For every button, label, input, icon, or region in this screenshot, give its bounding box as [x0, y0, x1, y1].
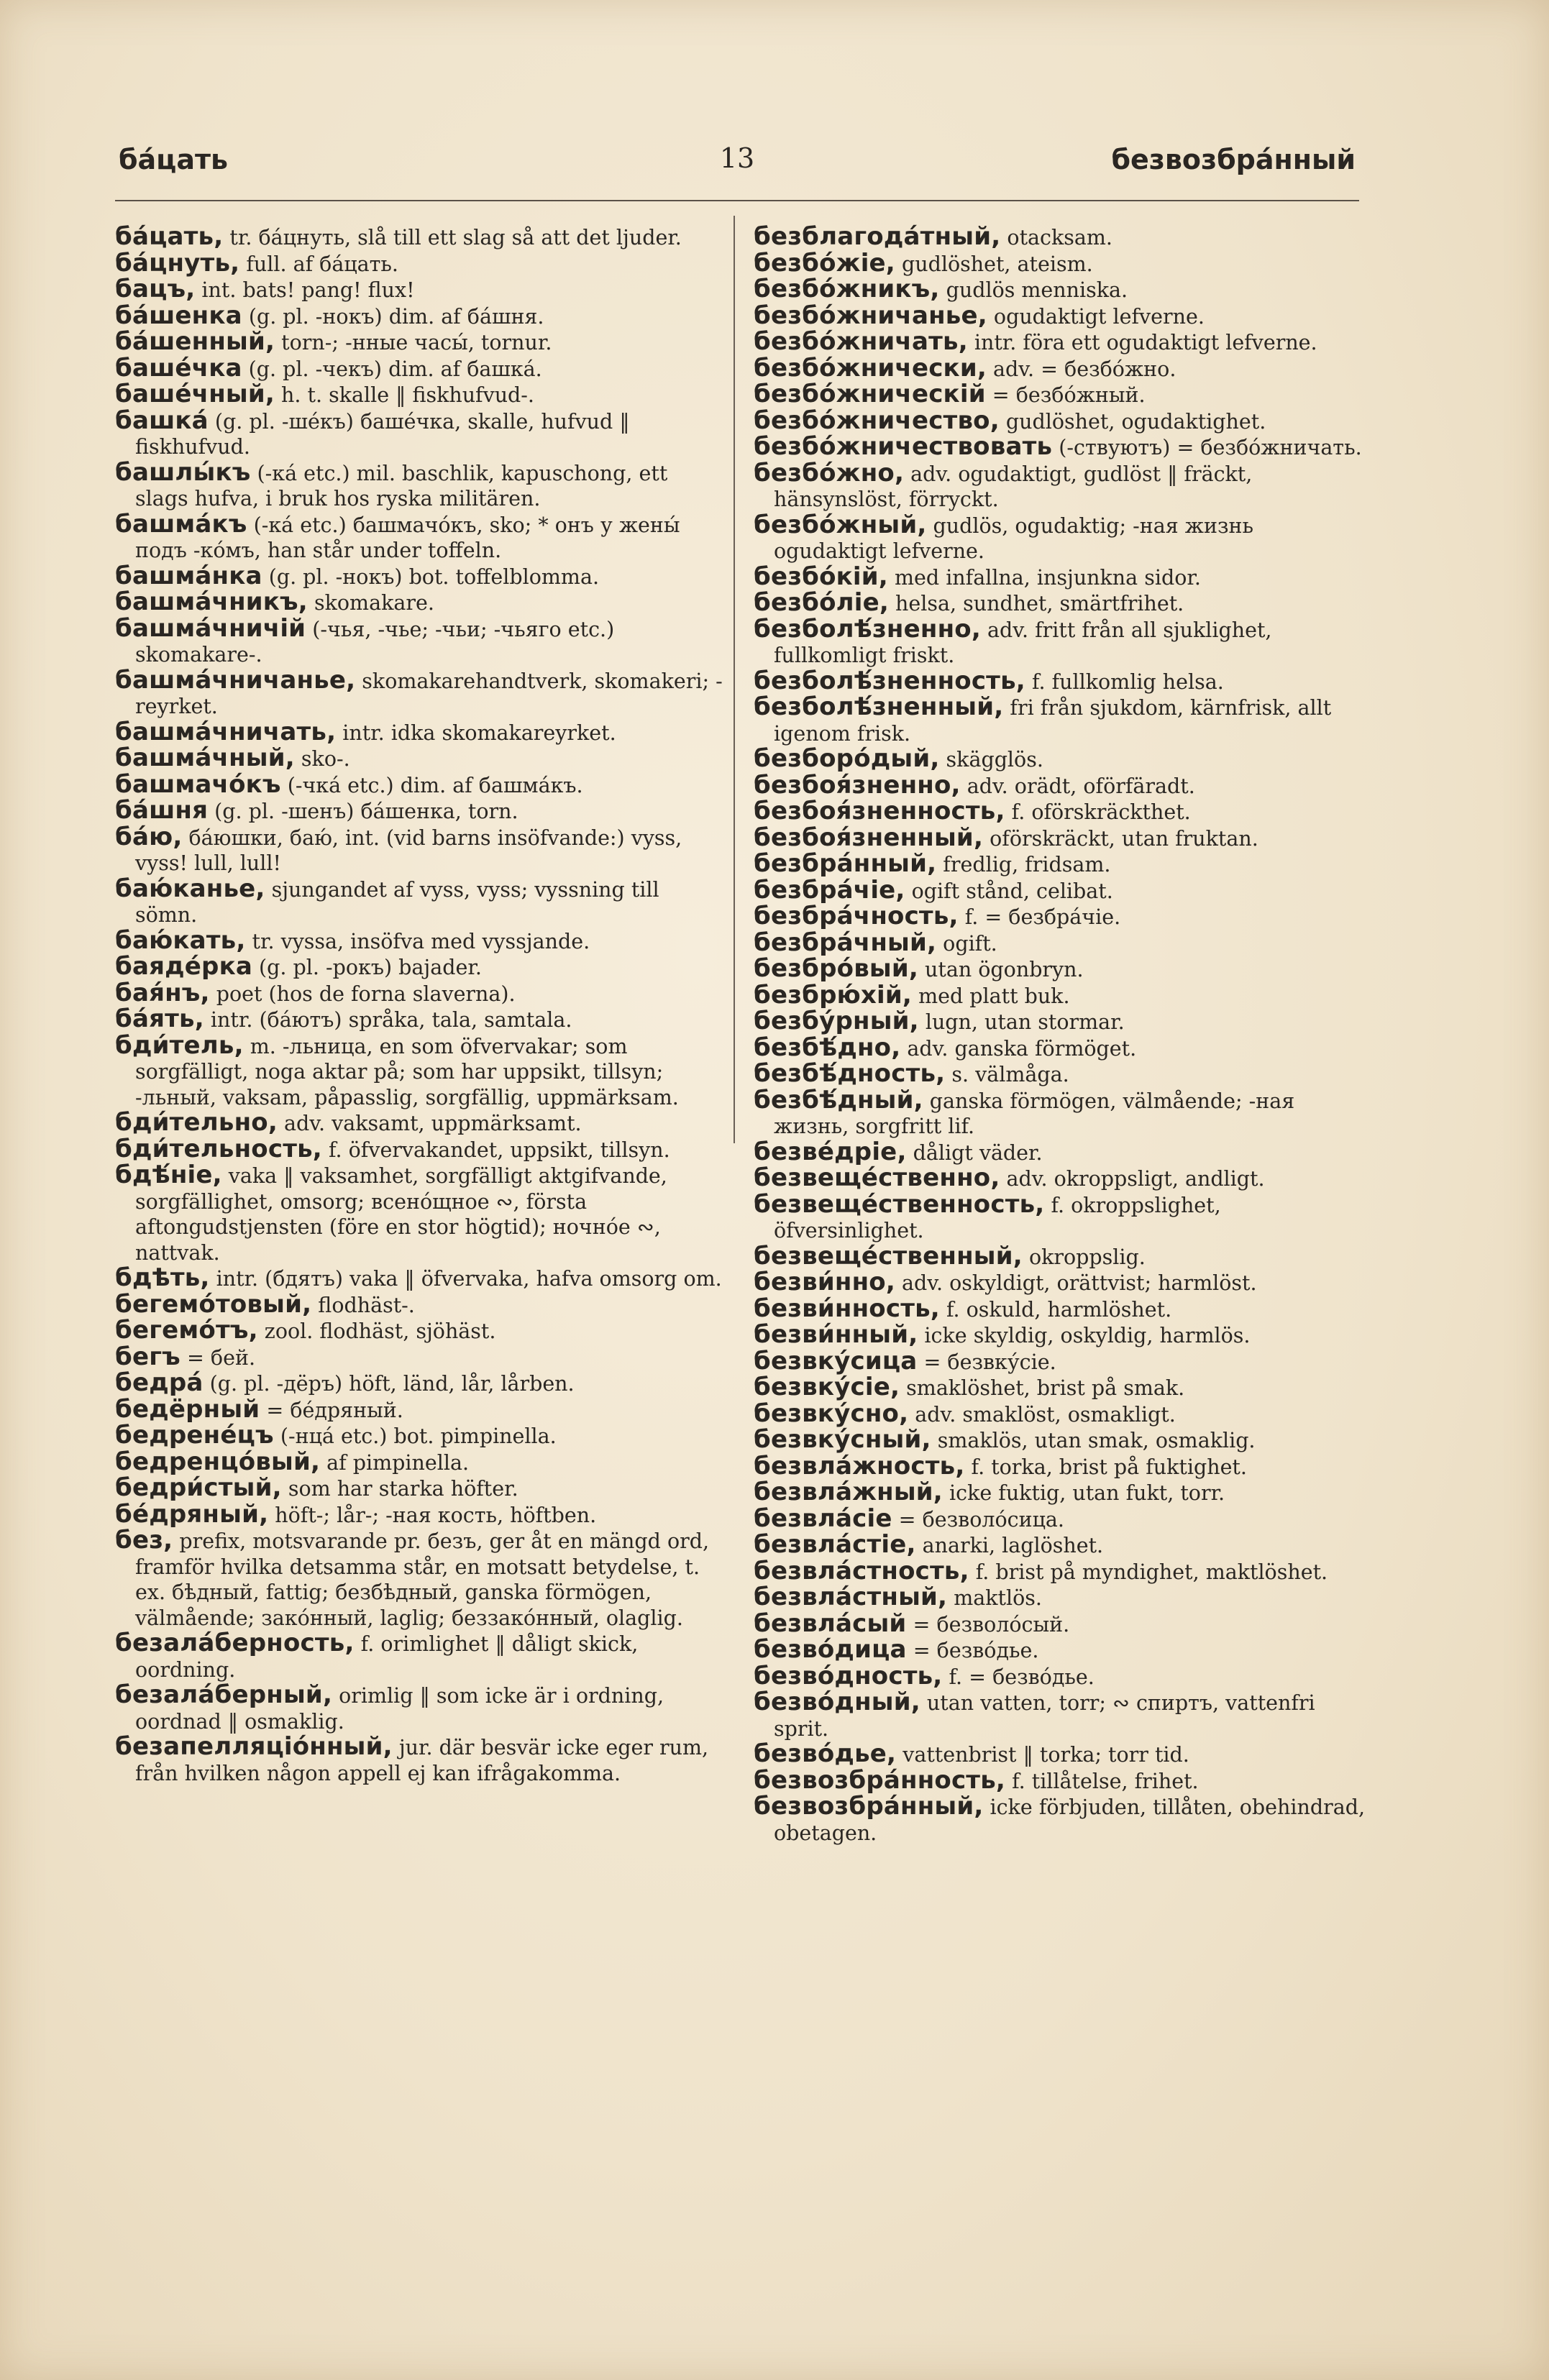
entry-headword: безбо́кій,: [754, 562, 888, 591]
entry-definition: gudlöshet, ateism.: [895, 252, 1093, 276]
dictionary-entry: [754, 248, 1365, 278]
dictionary-entry: [754, 904, 1365, 930]
entry-definition: = безво́дье.: [906, 1639, 1039, 1662]
entry-definition: = безволо́сый.: [906, 1612, 1070, 1637]
dictionary-entry: [754, 930, 1365, 957]
entry-definition: icke fuktig, utan fukt, torr.: [942, 1481, 1225, 1505]
dictionary-entry: [754, 875, 1365, 905]
entry-definition: f. = безбра́чіе.: [958, 905, 1121, 929]
dictionary-entry: [115, 457, 726, 512]
dictionary-entry: [754, 1794, 1365, 1846]
entry-definition: af pimpinella.: [320, 1450, 470, 1475]
entry-headword: безвла́сый: [754, 1608, 907, 1638]
right-column: [754, 224, 1365, 1846]
dictionary-entry: [754, 1322, 1365, 1349]
entry-headword: безбо́жничанье,: [754, 301, 987, 330]
entry-definition: intr. (ба́ютъ) språka, tala, samtala.: [204, 1008, 572, 1032]
page-header: [119, 144, 1356, 201]
entry-definition: adv. ganska förmöget.: [900, 1036, 1137, 1061]
entry-definition: smaklös, utan smak, osmaklig.: [931, 1429, 1256, 1452]
dictionary-entry: [754, 510, 1365, 564]
dictionary-entry: [115, 1528, 726, 1631]
dictionary-entry: [115, 1734, 726, 1786]
entry-headword: бди́тельно,: [115, 1108, 278, 1137]
dictionary-entry: [115, 1475, 726, 1502]
entry-headword: безвла́стіе,: [754, 1530, 916, 1559]
dictionary-entry: [115, 874, 726, 928]
dictionary-entry: [115, 1110, 726, 1137]
dictionary-entry: [754, 770, 1365, 800]
entry-definition: med platt buk.: [912, 984, 1070, 1008]
dictionary-entry: [754, 1451, 1365, 1480]
dictionary-entry: [115, 978, 726, 1007]
entry-headword: безала́берный,: [115, 1680, 333, 1709]
entry-headword: безборо́дый,: [754, 744, 940, 773]
entry-headword: баю́кать,: [115, 925, 246, 955]
entry-definition: f. oskuld, harmlöshet.: [939, 1297, 1172, 1322]
dictionary-entry: [115, 303, 726, 330]
entry-definition: f. torka, brist på fuktighet.: [964, 1455, 1247, 1479]
entry-definition: = безволо́сица.: [892, 1507, 1064, 1532]
dictionary-entry: [115, 1631, 726, 1683]
entry-definition: intr. idka skomakareyrket.: [336, 720, 616, 745]
entry-headword: бацъ,: [115, 275, 196, 303]
entry-definition: maktlös.: [947, 1586, 1042, 1610]
dictionary-entry: [754, 408, 1365, 435]
entry-definition: sjungandet af vyss, vyss; vyssning till sömn.: [135, 877, 659, 927]
entry-definition: skägglös.: [939, 748, 1043, 772]
entry-headword: безбо́ліе,: [754, 588, 889, 617]
dictionary-entry: [115, 353, 726, 383]
entry-definition: utan vatten, torr; ∾ спиртъ, vattenfri sprit.: [774, 1691, 1315, 1741]
entry-headword: безвку́сный,: [754, 1425, 931, 1454]
entry-definition: s. välmåga.: [945, 1063, 1069, 1086]
entry-definition: skomakarehandtverk, skomakeri; -reyrket.: [135, 669, 723, 718]
entry-headword: безвла́стный,: [754, 1583, 948, 1611]
dictionary-entry: [754, 692, 1365, 746]
entry-headword: ба́ю,: [115, 822, 183, 851]
entry-headword: безбо́жничествовать: [754, 432, 1053, 461]
dictionary-entry: [754, 956, 1365, 983]
entry-definition: otacksam.: [1000, 226, 1112, 250]
dictionary-entry: [754, 564, 1365, 591]
entry-definition: f. brist på myndighet, maktlöshet.: [969, 1560, 1328, 1584]
entry-headword: безбра́чный,: [754, 928, 937, 957]
dictionary-entry: [115, 1265, 726, 1292]
dictionary-entry: [115, 717, 726, 746]
entry-headword: безвла́стность,: [754, 1556, 969, 1585]
entry-definition: (-ка́ etc.) mil. baschlik, kapuschong, ett slags hufva, i bruk hos ryska militären.: [135, 461, 668, 511]
dictionary-entry: [115, 1134, 726, 1163]
entry-definition: (g. pl. -ше́къ) баше́чка, skalle, hufvud ‖ fiskhufvud.: [135, 409, 630, 459]
dictionary-entry: [115, 613, 726, 668]
entry-headword: безбо́жіе,: [754, 248, 895, 278]
entry-headword: бегемо́товый,: [115, 1289, 312, 1319]
dictionary-entry: [115, 798, 726, 825]
entry-headword: безво́дность,: [754, 1661, 943, 1690]
entry-headword: бая́нъ,: [115, 978, 210, 1007]
entry-definition: okroppslig.: [1022, 1245, 1146, 1269]
entry-headword: безбо́жничествo,: [754, 406, 1000, 435]
entry-headword: безбо́жнически,: [754, 353, 987, 383]
entry-headword: бдѣ́ніе,: [115, 1161, 222, 1189]
entry-headword: безвку́сіе,: [754, 1373, 900, 1401]
dictionary-entry: [754, 799, 1365, 825]
entry-headword: бегемо́тъ,: [115, 1316, 258, 1345]
entry-headword: безво́дный,: [754, 1688, 920, 1716]
entry-headword: безбра́чность,: [754, 902, 959, 930]
entry-headword: безвла́жность,: [754, 1451, 965, 1480]
entry-definition: (g. pl. -нокъ) dim. af ба́шня.: [242, 304, 544, 329]
entry-definition: icke förbjuden, tillåten, obehindrad, obetagen.: [774, 1795, 1366, 1845]
dictionary-entry: [754, 1163, 1365, 1192]
entry-definition: ogudaktigt lefverne.: [987, 304, 1205, 329]
entry-definition: jur. där besvär icke eger rum, från hvilken någon appell ej kan ifrågakomma.: [135, 1736, 709, 1785]
entry-definition: vattenbrist ‖ torka; torr tid.: [896, 1743, 1189, 1767]
dictionary-entry: [754, 825, 1365, 852]
dictionary-entry: [754, 1035, 1365, 1062]
entry-definition: full. af ба́цать.: [239, 252, 398, 276]
dictionary-entry: [115, 665, 726, 720]
dictionary-entry: [754, 1503, 1365, 1533]
entry-headword: баю́канье,: [115, 874, 265, 903]
entry-headword: безбоя́зненность,: [754, 797, 1005, 825]
dictionary-entry: [754, 1661, 1365, 1690]
entry-definition: torn-; -нные часы́, tornur.: [275, 331, 552, 354]
entry-headword: безвку́сно,: [754, 1399, 909, 1428]
entry-definition: zool. flodhäst, sjöhäst.: [257, 1319, 496, 1343]
entry-headword: башмачо́къ: [115, 769, 281, 799]
entry-headword: ба́шня: [115, 796, 209, 825]
entry-headword: безбо́жный,: [754, 510, 927, 539]
entry-headword: бе́дряный,: [115, 1499, 269, 1529]
entry-headword: баше́чка: [115, 353, 242, 383]
dictionary-entry: [115, 1004, 726, 1033]
entry-definition: adv. vaksamt, uppmärksamt.: [277, 1112, 582, 1135]
entry-definition: med infallna, insjunkna sidor.: [887, 565, 1201, 590]
dictionary-entry: [754, 353, 1365, 383]
dictionary-entry: [754, 1061, 1365, 1088]
dictionary-entry: [115, 925, 726, 955]
entry-headword: безви́нный,: [754, 1320, 918, 1349]
entry-headword: баше́чный,: [115, 380, 275, 408]
entry-definition: poet (hos de forna slaverna).: [209, 981, 516, 1006]
entry-definition: anarki, laglöshet.: [915, 1534, 1104, 1557]
entry-headword: безви́нность,: [754, 1294, 940, 1323]
entry-definition: höft-; lår-; -ная кость, höftben.: [268, 1503, 597, 1527]
entry-definition: (g. pl. -шенъ) ба́шенка, torn.: [208, 800, 518, 823]
dictionary-entry: [754, 303, 1365, 330]
entry-definition: adv. orädt, oförfäradt.: [960, 774, 1195, 798]
entry-headword: ба́цнуть,: [115, 248, 240, 278]
entry-headword: безболѣ́зненность,: [754, 666, 1025, 695]
entry-headword: башма́нка: [115, 561, 262, 590]
entry-headword: бедёрный: [115, 1394, 260, 1424]
entry-definition: f. fullkomlig helsa.: [1025, 669, 1224, 694]
entry-definition: ogift.: [936, 931, 997, 956]
dictionary-entry: [115, 954, 726, 981]
entry-headword: ба́шенка: [115, 301, 242, 330]
dictionary-entry: [115, 1289, 726, 1319]
entry-headword: бегъ: [115, 1342, 181, 1371]
entry-definition: (-ствуютъ) = безбо́жничать.: [1052, 436, 1362, 459]
dictionary-entry: [754, 1637, 1365, 1664]
entry-headword: башма́чничанье,: [115, 665, 356, 695]
entry-definition: ganska förmögen, välmående; -ная жизнь, sorgfritt lif.: [774, 1089, 1295, 1138]
entry-definition: intr. (бдятъ) vaka ‖ öfvervaka, hafva omsorg om.: [209, 1267, 722, 1291]
entry-headword: ба́цать,: [115, 222, 224, 251]
entry-headword: безво́дица: [754, 1635, 907, 1664]
dictionary-entry: [754, 458, 1365, 513]
dictionary-entry: [754, 1480, 1365, 1506]
entry-definition: orimlig ‖ som icke är i ordning, oordnad ‖ osmaklig.: [135, 1684, 664, 1734]
dictionary-entry: [115, 1318, 726, 1345]
dictionary-entry: [115, 561, 726, 590]
entry-definition: fri från sjukdom, kärnfrisk, allt igenom frisk.: [774, 696, 1332, 746]
dictionary-entry: [115, 769, 726, 799]
dictionary-entry: [754, 1401, 1365, 1428]
entry-definition: (g. pl. -рокъ) bajader.: [252, 956, 482, 979]
entry-headword: безвла́жный,: [754, 1478, 943, 1506]
dictionary-entry: [754, 590, 1365, 617]
dictionary-entry: [754, 1375, 1365, 1401]
dictionary-entry: [115, 329, 726, 356]
entry-headword: башма́чный,: [115, 743, 295, 772]
dictionary-entry: [754, 1427, 1365, 1454]
entry-headword: башма́чничій: [115, 613, 306, 643]
dictionary-entry: [754, 1765, 1365, 1795]
entry-definition: smaklöshet, brist på smak.: [900, 1376, 1185, 1400]
entry-definition: f. orimlighet ‖ dåligt skick, oordning.: [135, 1632, 639, 1682]
entry-headword: безболѣ́зненно,: [754, 614, 981, 644]
dictionary-entry: [115, 224, 726, 251]
entry-headword: башлы́къ: [115, 457, 251, 487]
entry-definition: tr. vyssa, insöfva med vyssjande.: [245, 929, 590, 953]
page-number: 13: [719, 142, 755, 174]
entry-definition: adv. ogudaktigt, gudlöst ‖ fräckt, hänsynslöst, förryckt.: [774, 462, 1253, 511]
entry-headword: безбра́чіе,: [754, 875, 905, 905]
dictionary-entry: [115, 1342, 726, 1371]
entry-definition: = безбо́жный.: [985, 383, 1146, 407]
entry-headword: безвозбра́нность,: [754, 1765, 1006, 1795]
entry-headword: башма́къ: [115, 509, 247, 539]
dictionary-entry: [754, 1241, 1365, 1271]
dictionary-entry: [754, 1085, 1365, 1140]
entry-definition: gudlöshet, ogudaktighet.: [999, 409, 1266, 434]
entry-headword: безбѣ́дный,: [754, 1085, 923, 1115]
dictionary-entry: [115, 1394, 726, 1424]
dictionary-entry: [754, 329, 1365, 356]
dictionary-entry: [754, 1270, 1365, 1296]
entry-definition: = бей.: [180, 1345, 255, 1370]
entry-headword: башма́чникъ,: [115, 587, 308, 616]
entry-definition: adv. okroppsligt, andligt.: [1000, 1167, 1265, 1191]
entry-definition: lugn, utan stormar.: [918, 1010, 1125, 1034]
dictionary-entry: [754, 224, 1365, 251]
dictionary-entry: [754, 980, 1365, 1010]
entry-headword: безво́дье,: [754, 1739, 897, 1768]
entry-headword: безбро́вый,: [754, 954, 918, 983]
dictionary-entry: [754, 1690, 1365, 1741]
dictionary-entry: [754, 1556, 1365, 1585]
entry-headword: бедрене́цъ: [115, 1421, 274, 1450]
entry-definition: fredlig, fridsam.: [936, 853, 1111, 877]
entry-headword: безбу́рный,: [754, 1007, 919, 1035]
dictionary-entry: [754, 746, 1365, 773]
dictionary-entry: [754, 666, 1365, 695]
entry-headword: бедра́: [115, 1368, 204, 1397]
dictionary-entry: [754, 1189, 1365, 1244]
entry-definition: vaka ‖ vaksamhet, sorgfälligt aktgifvande, sorgfällighet, omsorg; всено́щное ∾, första aftongudstjensten (före en stor högtid); ночно́е ∾, nattvak.: [135, 1164, 667, 1265]
entry-headword: безблагода́тный,: [754, 222, 1001, 251]
dictionary-entry: [115, 1499, 726, 1529]
entry-definition: tr. ба́цнуть, slå till ett slag så att det ljuder.: [223, 226, 682, 250]
dictionary-entry: [115, 1447, 726, 1476]
entry-definition: intr. föra ett ogudaktigt lefverne.: [967, 331, 1317, 354]
dictionary-entry: [115, 277, 726, 303]
entry-headword: баяде́рка: [115, 952, 252, 981]
dictionary-entry: [754, 1741, 1365, 1768]
entry-definition: prefix, motsvarande pr. безъ, ger åt en mängd ord, framför hvilka detsamma står, en motsatt betydelse, t. ex. бѣдный, fattig; безбѣдный, ganska förmögen, välmående; зако́нный, laglig; беззако́нный, olaglig.: [135, 1529, 710, 1630]
dictionary-entry: [754, 277, 1365, 303]
entry-definition: gudlös menniska.: [939, 278, 1128, 302]
entry-definition: utan ögonbryn.: [918, 958, 1084, 981]
entry-definition: sko-.: [294, 747, 350, 771]
entry-definition: flodhäst-.: [311, 1293, 415, 1317]
entry-definition: = безвку́сіе.: [917, 1350, 1056, 1374]
entry-headword: безвла́сіе: [754, 1503, 892, 1533]
entry-headword: безбрю́хій,: [754, 980, 913, 1010]
dictionary-entry: [754, 1346, 1365, 1376]
left-column: [115, 224, 726, 1786]
entry-definition: (g. pl. -чекъ) dim. af башка́.: [242, 357, 542, 381]
entry-headword: безбоя́зненно,: [754, 770, 961, 800]
entry-headword: ба́шенный,: [115, 327, 275, 356]
entry-headword: безболѣ́зненный,: [754, 692, 1004, 721]
entry-definition: oförskräckt, utan fruktan.: [983, 826, 1258, 851]
entry-definition: som har starka höfter.: [281, 1477, 518, 1501]
dictionary-entry: [115, 382, 726, 408]
dictionary-entry: [115, 248, 726, 278]
entry-definition: f. öfvervakandet, uppsikt, tillsyn.: [321, 1138, 670, 1162]
entry-definition: (g. pl. -дёръ) höft, länd, lår, lårben.: [203, 1372, 575, 1396]
dictionary-entry: [754, 1608, 1365, 1638]
entry-headword: безбо́жно,: [754, 458, 905, 488]
dictionary-entry: [754, 1585, 1365, 1611]
entry-headword: бди́тельность,: [115, 1134, 322, 1163]
entry-headword: безала́берность,: [115, 1629, 355, 1657]
dictionary-entry: [115, 1370, 726, 1397]
entry-headword: безвеще́ственно,: [754, 1163, 1000, 1192]
entry-headword: без,: [115, 1526, 173, 1555]
entry-definition: (-чья, -чье; -чьи; -чьяго etc.) skomakare-.: [135, 617, 615, 667]
entry-definition: int. bats! pang! flux!: [195, 278, 415, 302]
header-left-guideword: ба́цать: [119, 144, 229, 175]
entry-headword: ба́ять,: [115, 1004, 204, 1033]
entry-headword: бдѣть,: [115, 1263, 210, 1292]
entry-definition: ба́юшки, баю́, int. (vid barns insöfvande:) vyss, vyss! lull, lull!: [135, 825, 682, 875]
dictionary-entry: [754, 382, 1365, 408]
entry-definition: f. oförskräckthet.: [1005, 800, 1191, 824]
entry-headword: безвеще́ственный,: [754, 1241, 1023, 1271]
entry-definition: = бе́дряный.: [260, 1398, 403, 1422]
dictionary-entry: [115, 1163, 726, 1265]
entry-headword: безбо́жничать,: [754, 327, 968, 356]
entry-headword: безбра́нный,: [754, 849, 937, 878]
entry-definition: m. -льница, en som öfvervakar; som sorgfälligt, noga aktar på; som har uppsikt, tillsyn; -льный, vaksam, påpasslig, sorgfällig, uppmärksam.: [135, 1034, 679, 1109]
dictionary-entry: [115, 408, 726, 460]
entry-definition: (g. pl. -нокъ) bot. toffelblomma.: [262, 564, 599, 589]
dictionary-entry: [115, 822, 726, 877]
dictionary-entry: [115, 1423, 726, 1450]
header-rule: [115, 200, 1359, 201]
entry-headword: безбоя́зненный,: [754, 823, 984, 852]
entry-definition: icke skyldig, oskyldig, harmlös.: [918, 1324, 1251, 1347]
entry-definition: dåligt väder.: [906, 1140, 1043, 1165]
dictionary-entry: [115, 1680, 726, 1734]
entry-headword: безбѣ́дно,: [754, 1033, 901, 1062]
entry-definition: adv. = безбо́жно.: [986, 357, 1176, 381]
dictionary-entry: [115, 587, 726, 616]
entry-headword: безве́дріе,: [754, 1137, 907, 1166]
entry-headword: башка́: [115, 406, 209, 435]
dictionary-entry: [754, 434, 1365, 461]
dictionary-entry: [754, 1009, 1365, 1035]
entry-headword: безбѣ́дность,: [754, 1059, 946, 1088]
column-divider: [734, 216, 735, 1143]
entry-headword: безапелляціо́нный,: [115, 1732, 393, 1761]
entry-definition: (-нца́ etc.) bot. pimpinella.: [273, 1424, 557, 1448]
entry-definition: h. t. skalle ‖ fiskhufvud-.: [274, 383, 534, 407]
dictionary-entry: [115, 1030, 726, 1111]
entry-definition: skomakare.: [307, 591, 434, 615]
dictionary-entry: [754, 1137, 1365, 1166]
entry-definition: f. okroppslighet, öfversinlighet.: [774, 1193, 1221, 1242]
dictionary-entry: [115, 509, 726, 564]
entry-headword: безбо́жническій: [754, 380, 986, 408]
entry-definition: helsa, sundhet, smärtfrihet.: [889, 592, 1184, 615]
entry-definition: adv. smaklöst, osmakligt.: [908, 1402, 1176, 1427]
dictionary-entry: [115, 743, 726, 772]
entry-headword: бедри́стый,: [115, 1473, 282, 1502]
dictionary-entry: [754, 851, 1365, 878]
entry-definition: f. tillåtelse, frihet.: [1005, 1769, 1199, 1793]
entry-definition: ogift stånd, celibat.: [905, 879, 1113, 903]
entry-headword: бди́тель,: [115, 1030, 244, 1060]
dictionary-entry: [754, 1532, 1365, 1559]
entry-definition: f. = безво́дье.: [942, 1665, 1095, 1689]
dictionary-entry: [754, 614, 1365, 669]
entry-definition: adv. fritt från all sjuklighet, fullkomligt friskt.: [774, 618, 1272, 667]
entry-headword: безбо́жникъ,: [754, 275, 940, 303]
entry-headword: безвеще́ственность,: [754, 1189, 1045, 1219]
entry-definition: (-ка́ etc.) башмачо́къ, sko; * онъ у жены́ подъ -ко́мъ, han står under toffeln.: [135, 513, 680, 562]
dictionary-entry: [754, 1296, 1365, 1323]
entry-headword: безвозбра́нный,: [754, 1792, 984, 1821]
entry-headword: безви́нно,: [754, 1268, 895, 1296]
entry-headword: бедренцо́вый,: [115, 1447, 321, 1476]
entry-headword: безвку́сица: [754, 1346, 918, 1376]
entry-definition: adv. oskyldigt, orättvist; harmlöst.: [895, 1271, 1257, 1295]
header-right-guideword: безвозбра́нный: [1111, 144, 1356, 175]
entry-headword: башма́чничать,: [115, 717, 337, 746]
entry-definition: gudlös, ogudaktig; -ная жизнь ogudaktigt lefverne.: [774, 513, 1254, 563]
entry-definition: (-чка́ etc.) dim. af башма́къ.: [280, 773, 583, 797]
